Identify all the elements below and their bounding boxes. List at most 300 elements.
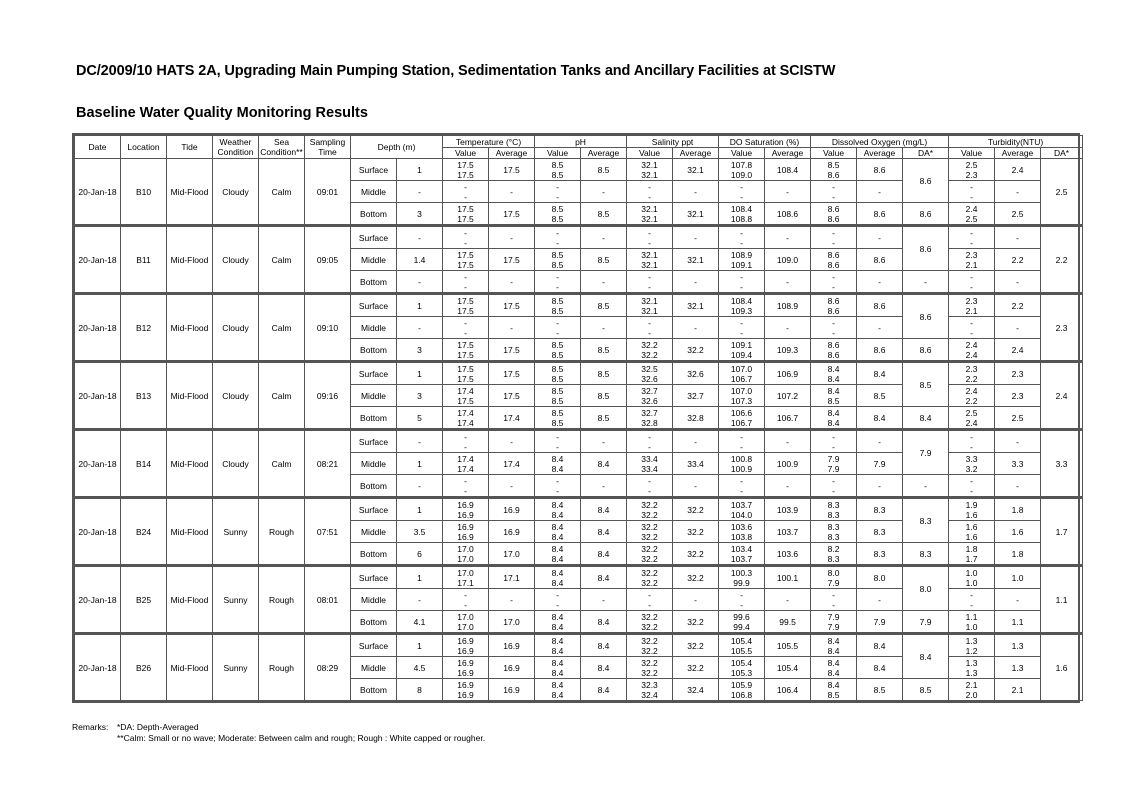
cell-date: 20-Jan-18 <box>75 634 121 701</box>
cell-ph-values-2: 8.5 <box>551 213 564 224</box>
cell-salinity-values-1: 32.2 <box>641 521 658 532</box>
cell-temp-values-1: 16.9 <box>457 635 474 646</box>
cell-turbidity-values <box>949 203 995 226</box>
cell-sampling-time: 08:21 <box>305 430 351 498</box>
cell-sampling-time: 08:01 <box>305 566 351 634</box>
cell-salinity-values <box>627 589 673 611</box>
cell-temp-values <box>443 589 489 611</box>
cell-temp-values <box>443 453 489 475</box>
cell-dosat-values <box>719 339 765 362</box>
cell-salinity-values-2: 32.1 <box>641 213 658 224</box>
cell-ph-values-1: - <box>556 317 559 328</box>
cell-temp-values <box>443 226 489 249</box>
cell-depth-level: Middle <box>351 657 397 679</box>
cell-do-values-2: 8.6 <box>827 169 840 180</box>
cell-sea-condition: Rough <box>259 498 305 566</box>
table-row <box>75 226 1083 249</box>
cell-do-values <box>811 430 857 453</box>
cell-turbidity-values <box>949 634 995 657</box>
cell-do-values-1: 8.2 <box>827 543 840 554</box>
cell-do-values-1: 8.6 <box>827 203 840 214</box>
cell-do-da-bottom: 8.5 <box>903 679 949 701</box>
cell-depth-m: - <box>397 226 443 249</box>
cell-turbidity-values-2: 1.3 <box>965 667 978 678</box>
cell-salinity-values-2: 32.2 <box>641 349 658 360</box>
cell-do-values-2: 8.3 <box>827 509 840 520</box>
cell-temp-values <box>443 159 489 181</box>
cell-temp-average: 16.9 <box>489 498 535 521</box>
cell-dosat-values-1: 107.0 <box>730 363 753 374</box>
cell-turbidity-da: 1.6 <box>1041 634 1083 701</box>
cell-ph-values-2: 8.4 <box>551 577 564 588</box>
cell-ph-values-1: 8.5 <box>551 385 564 396</box>
cell-turbidity-values <box>949 339 995 362</box>
cell-salinity-values-2: - <box>648 485 651 496</box>
cell-turbidity-values <box>949 181 995 203</box>
cell-ph-values <box>535 159 581 181</box>
cell-depth-m: - <box>397 475 443 498</box>
cell-dosat-values-1: - <box>740 431 743 442</box>
cell-temp-values <box>443 430 489 453</box>
cell-temp-values-1: - <box>464 271 467 282</box>
cell-depth-m: 1 <box>397 362 443 385</box>
cell-do-average: 8.3 <box>857 543 903 566</box>
cell-sea-condition: Rough <box>259 566 305 634</box>
cell-temp-average: 16.9 <box>489 657 535 679</box>
cell-dosat-values-1: - <box>740 589 743 600</box>
cell-salinity-values-1: 32.1 <box>641 249 658 260</box>
cell-tide: Mid-Flood <box>167 430 213 498</box>
cell-do-values-2: 8.6 <box>827 259 840 270</box>
cell-salinity-values-1: 33.4 <box>641 453 658 464</box>
cell-turbidity-values-1: 2.4 <box>965 385 978 396</box>
cell-dosat-values <box>719 589 765 611</box>
cell-salinity-values-1: - <box>648 227 651 238</box>
cell-dosat-values-1: 99.6 <box>733 611 750 622</box>
cell-salinity-values-2: - <box>648 441 651 452</box>
cell-temp-values-1: 17.0 <box>457 567 474 578</box>
cell-do-average: 8.4 <box>857 362 903 385</box>
cell-dosat-average: - <box>765 226 811 249</box>
cell-do-da: 8.6 <box>903 159 949 203</box>
cell-do-values-1: 8.4 <box>827 385 840 396</box>
cell-turbidity-da: 1.1 <box>1041 566 1083 634</box>
cell-turbidity-values-2: 2.2 <box>965 373 978 384</box>
cell-turbidity-values <box>949 453 995 475</box>
cell-dosat-values-1: 106.6 <box>730 407 753 418</box>
cell-turbidity-values-1: 2.3 <box>965 249 978 260</box>
cell-depth-m: - <box>397 430 443 453</box>
cell-dosat-values <box>719 317 765 339</box>
cell-turbidity-values-1: - <box>970 431 973 442</box>
cell-do-values <box>811 521 857 543</box>
cell-salinity-average: 32.1 <box>673 159 719 181</box>
cell-turbidity-average: 1.8 <box>995 498 1041 521</box>
cell-ph-values-1: 8.4 <box>551 543 564 554</box>
cell-depth-level: Surface <box>351 294 397 317</box>
cell-salinity-values-1: 32.2 <box>641 543 658 554</box>
cell-salinity-values-1: 32.1 <box>641 159 658 170</box>
cell-temp-average: - <box>489 475 535 498</box>
cell-do-average: 8.5 <box>857 679 903 701</box>
cell-tide: Mid-Flood <box>167 159 213 226</box>
cell-depth-level: Middle <box>351 249 397 271</box>
cell-turbidity-values <box>949 271 995 294</box>
cell-salinity-values <box>627 362 673 385</box>
cell-do-da-bottom: 8.6 <box>903 339 949 362</box>
cell-do-values-2: - <box>832 485 835 496</box>
cell-salinity-values <box>627 430 673 453</box>
cell-sea-condition: Calm <box>259 294 305 362</box>
cell-temp-average: 17.5 <box>489 362 535 385</box>
cell-ph-average: 8.4 <box>581 611 627 634</box>
cell-ph-values <box>535 385 581 407</box>
cell-depth-m: 4.1 <box>397 611 443 634</box>
cell-salinity-values-2: 32.2 <box>641 509 658 520</box>
cell-ph-average: 8.5 <box>581 407 627 430</box>
cell-salinity-average: - <box>673 271 719 294</box>
cell-do-values-2: - <box>832 237 835 248</box>
cell-depth-m: - <box>397 317 443 339</box>
cell-do-values <box>811 362 857 385</box>
cell-temp-average: 17.4 <box>489 407 535 430</box>
cell-tide: Mid-Flood <box>167 634 213 701</box>
cell-turbidity-values <box>949 611 995 634</box>
cell-do-values-1: 7.9 <box>827 453 840 464</box>
cell-dosat-values-2: 100.9 <box>730 463 753 474</box>
cell-do-average: 7.9 <box>857 611 903 634</box>
cell-dosat-values-2: - <box>740 281 743 292</box>
cell-salinity-values-2: 32.4 <box>641 689 658 700</box>
cell-depth-level: Bottom <box>351 407 397 430</box>
cell-do-average: 8.6 <box>857 203 903 226</box>
cell-temp-values-2: - <box>464 327 467 338</box>
cell-ph-average: 8.4 <box>581 566 627 589</box>
cell-turbidity-values-2: 2.3 <box>965 169 978 180</box>
cell-do-average: 8.4 <box>857 634 903 657</box>
cell-temp-values-2: 17.5 <box>457 395 474 406</box>
cell-ph-values-2: - <box>556 441 559 452</box>
cell-depth-m: 1 <box>397 159 443 181</box>
table-row <box>75 362 1083 385</box>
cell-depth-m: - <box>397 181 443 203</box>
cell-ph-values <box>535 362 581 385</box>
cell-temp-values-2: 17.5 <box>457 213 474 224</box>
cell-ph-values-1: 8.5 <box>551 363 564 374</box>
cell-ph-values-2: - <box>556 599 559 610</box>
cell-location: B11 <box>121 226 167 294</box>
cell-temp-values-1: 17.0 <box>457 611 474 622</box>
cell-temp-average: 16.9 <box>489 521 535 543</box>
cell-ph-values-1: - <box>556 271 559 282</box>
cell-temp-values <box>443 362 489 385</box>
cell-turbidity-values-2: 1.7 <box>965 553 978 564</box>
cell-ph-values-1: 8.5 <box>551 339 564 350</box>
cell-do-average: - <box>857 589 903 611</box>
cell-dosat-values-2: 107.3 <box>730 395 753 406</box>
cell-do-values <box>811 385 857 407</box>
cell-depth-level: Bottom <box>351 475 397 498</box>
cell-temp-values-1: 16.9 <box>457 657 474 668</box>
col-header-do-saturation: DO Saturation (%) <box>719 136 811 148</box>
cell-turbidity-values <box>949 249 995 271</box>
cell-turbidity-values-2: 2.4 <box>965 417 978 428</box>
cell-turbidity-values-1: - <box>970 271 973 282</box>
table-header <box>75 136 1083 159</box>
cell-salinity-average: 32.6 <box>673 362 719 385</box>
cell-ph-values <box>535 611 581 634</box>
cell-turbidity-values <box>949 521 995 543</box>
cell-salinity-average: 32.1 <box>673 294 719 317</box>
cell-turbidity-average: - <box>995 589 1041 611</box>
cell-dosat-values-1: 109.1 <box>730 339 753 350</box>
cell-dosat-average: - <box>765 317 811 339</box>
cell-salinity-values <box>627 385 673 407</box>
cell-do-values <box>811 294 857 317</box>
cell-turbidity-values-2: 2.1 <box>965 305 978 316</box>
cell-temp-values-2: 17.4 <box>457 417 474 428</box>
cell-temp-average: - <box>489 430 535 453</box>
cell-temp-average: - <box>489 226 535 249</box>
cell-do-values-2: - <box>832 599 835 610</box>
cell-ph-values-2: 8.5 <box>551 305 564 316</box>
cell-turbidity-values-2: 2.1 <box>965 259 978 270</box>
cell-depth-m: 1 <box>397 294 443 317</box>
cell-salinity-average: 32.2 <box>673 521 719 543</box>
cell-do-values <box>811 657 857 679</box>
cell-ph-average: - <box>581 181 627 203</box>
cell-salinity-values-2: 32.8 <box>641 417 658 428</box>
cell-temp-values-1: - <box>464 589 467 600</box>
cell-dosat-values-1: 108.4 <box>730 203 753 214</box>
cell-turbidity-average: 2.4 <box>995 339 1041 362</box>
cell-salinity-values-1: 32.2 <box>641 657 658 668</box>
cell-date: 20-Jan-18 <box>75 498 121 566</box>
col-header-time: Sampling Time <box>305 136 351 159</box>
cell-ph-values-1: 8.5 <box>551 407 564 418</box>
cell-salinity-values <box>627 657 673 679</box>
cell-ph-values <box>535 317 581 339</box>
cell-ph-values <box>535 498 581 521</box>
cell-depth-m: 3 <box>397 385 443 407</box>
cell-ph-average: 8.4 <box>581 657 627 679</box>
cell-ph-average: - <box>581 226 627 249</box>
cell-ph-values <box>535 634 581 657</box>
cell-turbidity-da: 2.3 <box>1041 294 1083 362</box>
cell-ph-values-2: 8.4 <box>551 645 564 656</box>
cell-do-values <box>811 679 857 701</box>
cell-date: 20-Jan-18 <box>75 226 121 294</box>
cell-dosat-values <box>719 611 765 634</box>
cell-dosat-values-2: 108.8 <box>730 213 753 224</box>
cell-temp-values-2: 17.5 <box>457 259 474 270</box>
cell-salinity-values-1: 32.3 <box>641 679 658 690</box>
cell-depth-level: Bottom <box>351 611 397 634</box>
table-row <box>75 430 1083 453</box>
cell-salinity-average: 32.1 <box>673 203 719 226</box>
cell-do-values-2: - <box>832 191 835 202</box>
cell-dosat-values-2: 109.4 <box>730 349 753 360</box>
cell-dosat-values-2: 104.0 <box>730 509 753 520</box>
cell-salinity-values-1: 32.2 <box>641 567 658 578</box>
cell-dosat-values-2: 103.7 <box>730 553 753 564</box>
cell-dosat-values-1: 108.4 <box>730 295 753 306</box>
cell-turbidity-values <box>949 498 995 521</box>
cell-turbidity-values <box>949 679 995 701</box>
cell-ph-values-2: 8.4 <box>551 531 564 542</box>
col-header-date: Date <box>75 136 121 159</box>
cell-temp-values-1: 17.4 <box>457 453 474 464</box>
cell-turbidity-values-1: 1.3 <box>965 657 978 668</box>
cell-dosat-values-1: 100.3 <box>730 567 753 578</box>
cell-temp-values-2: 17.5 <box>457 349 474 360</box>
subheader-temp-average: Average <box>489 148 535 159</box>
cell-dosat-values-1: 105.9 <box>730 679 753 690</box>
document-title: DC/2009/10 HATS 2A, Upgrading Main Pumping Station, Sedimentation Tanks and Ancillary Facilities at SCISTW <box>76 63 836 79</box>
table-row <box>75 294 1083 317</box>
cell-temp-values-1: - <box>464 227 467 238</box>
cell-do-values <box>811 203 857 226</box>
cell-temp-average: 17.4 <box>489 453 535 475</box>
cell-location: B25 <box>121 566 167 634</box>
cell-ph-values <box>535 339 581 362</box>
cell-salinity-values-1: 32.1 <box>641 295 658 306</box>
cell-temp-values <box>443 407 489 430</box>
cell-salinity-values <box>627 679 673 701</box>
cell-salinity-values <box>627 181 673 203</box>
cell-dosat-values-1: - <box>740 181 743 192</box>
cell-salinity-values <box>627 521 673 543</box>
cell-salinity-average: - <box>673 181 719 203</box>
cell-depth-level: Middle <box>351 589 397 611</box>
cell-temp-average: - <box>489 181 535 203</box>
cell-turbidity-values <box>949 430 995 453</box>
cell-turbidity-values-1: 2.5 <box>965 407 978 418</box>
cell-temp-values-1: 16.9 <box>457 521 474 532</box>
cell-do-da: 8.3 <box>903 498 949 543</box>
cell-temp-values <box>443 317 489 339</box>
cell-temp-values <box>443 566 489 589</box>
cell-weather: Cloudy <box>213 226 259 294</box>
cell-dosat-average: 105.5 <box>765 634 811 657</box>
cell-do-values <box>811 453 857 475</box>
cell-dosat-values <box>719 203 765 226</box>
cell-ph-values-1: 8.4 <box>551 635 564 646</box>
cell-salinity-values <box>627 566 673 589</box>
cell-dosat-values-2: 109.1 <box>730 259 753 270</box>
cell-dosat-values-2: - <box>740 441 743 452</box>
cell-dosat-average: 106.7 <box>765 407 811 430</box>
cell-do-values-2: 8.4 <box>827 373 840 384</box>
cell-do-values <box>811 498 857 521</box>
cell-ph-values-1: 8.5 <box>551 249 564 260</box>
cell-dosat-average: - <box>765 181 811 203</box>
cell-depth-m: 3 <box>397 339 443 362</box>
cell-do-average: 8.3 <box>857 521 903 543</box>
subheader-ph-average: Average <box>581 148 627 159</box>
cell-ph-values-1: 8.4 <box>551 679 564 690</box>
subheader-temp-value: Value <box>443 148 489 159</box>
cell-turbidity-values-2: 2.2 <box>965 395 978 406</box>
document-subtitle: Baseline Water Quality Monitoring Results <box>76 105 368 121</box>
cell-dosat-values-2: 105.5 <box>730 645 753 656</box>
cell-turbidity-values <box>949 226 995 249</box>
cell-do-values-1: 8.4 <box>827 657 840 668</box>
cell-ph-average: - <box>581 589 627 611</box>
cell-dosat-values <box>719 407 765 430</box>
subheader-dosat-average: Average <box>765 148 811 159</box>
cell-ph-values <box>535 543 581 566</box>
cell-salinity-average: 32.1 <box>673 249 719 271</box>
cell-turbidity-values-1: - <box>970 475 973 486</box>
cell-do-values-2: - <box>832 441 835 452</box>
cell-do-average: 8.4 <box>857 407 903 430</box>
cell-temp-values-2: 16.9 <box>457 689 474 700</box>
cell-ph-values-1: - <box>556 227 559 238</box>
cell-turbidity-values <box>949 566 995 589</box>
cell-salinity-average: 32.2 <box>673 543 719 566</box>
cell-sampling-time: 07:51 <box>305 498 351 566</box>
cell-ph-values-2: 8.5 <box>551 169 564 180</box>
cell-turbidity-values <box>949 362 995 385</box>
cell-ph-values-2: 8.4 <box>551 509 564 520</box>
remarks-label: Remarks: <box>72 722 109 732</box>
cell-depth-m: 1 <box>397 498 443 521</box>
cell-weather: Cloudy <box>213 159 259 226</box>
cell-dosat-average: 103.7 <box>765 521 811 543</box>
cell-do-values <box>811 159 857 181</box>
cell-salinity-values-2: 32.1 <box>641 169 658 180</box>
cell-location: B14 <box>121 430 167 498</box>
cell-depth-m: 6 <box>397 543 443 566</box>
cell-turbidity-values-1: - <box>970 181 973 192</box>
cell-turbidity-values-2: 1.0 <box>965 577 978 588</box>
cell-temp-values-1: 17.5 <box>457 203 474 214</box>
cell-ph-values <box>535 407 581 430</box>
cell-turbidity-values-1: 1.8 <box>965 543 978 554</box>
cell-weather: Cloudy <box>213 362 259 430</box>
cell-turbidity-average: 1.6 <box>995 521 1041 543</box>
col-header-depth: Depth (m) <box>351 136 443 159</box>
cell-temp-average: 17.5 <box>489 294 535 317</box>
cell-sea-condition: Rough <box>259 634 305 701</box>
cell-ph-average: 8.4 <box>581 521 627 543</box>
cell-temp-average: 17.5 <box>489 339 535 362</box>
cell-weather: Cloudy <box>213 430 259 498</box>
cell-dosat-average: 108.4 <box>765 159 811 181</box>
cell-temp-values-2: 16.9 <box>457 645 474 656</box>
cell-ph-values-2: 8.4 <box>551 463 564 474</box>
cell-dosat-average: 106.9 <box>765 362 811 385</box>
cell-turbidity-average: 2.3 <box>995 385 1041 407</box>
cell-ph-values <box>535 249 581 271</box>
cell-do-values-2: 7.9 <box>827 577 840 588</box>
cell-temp-values <box>443 498 489 521</box>
cell-do-values <box>811 226 857 249</box>
cell-ph-values <box>535 226 581 249</box>
cell-ph-values <box>535 475 581 498</box>
cell-dosat-average: 108.9 <box>765 294 811 317</box>
cell-turbidity-average: 1.1 <box>995 611 1041 634</box>
cell-salinity-values <box>627 317 673 339</box>
cell-do-values-1: 8.4 <box>827 635 840 646</box>
cell-salinity-values <box>627 203 673 226</box>
cell-temp-values <box>443 249 489 271</box>
cell-dosat-values-2: 106.8 <box>730 689 753 700</box>
cell-turbidity-average: 3.3 <box>995 453 1041 475</box>
cell-temp-values-2: - <box>464 485 467 496</box>
cell-turbidity-values-1: 2.5 <box>965 159 978 170</box>
